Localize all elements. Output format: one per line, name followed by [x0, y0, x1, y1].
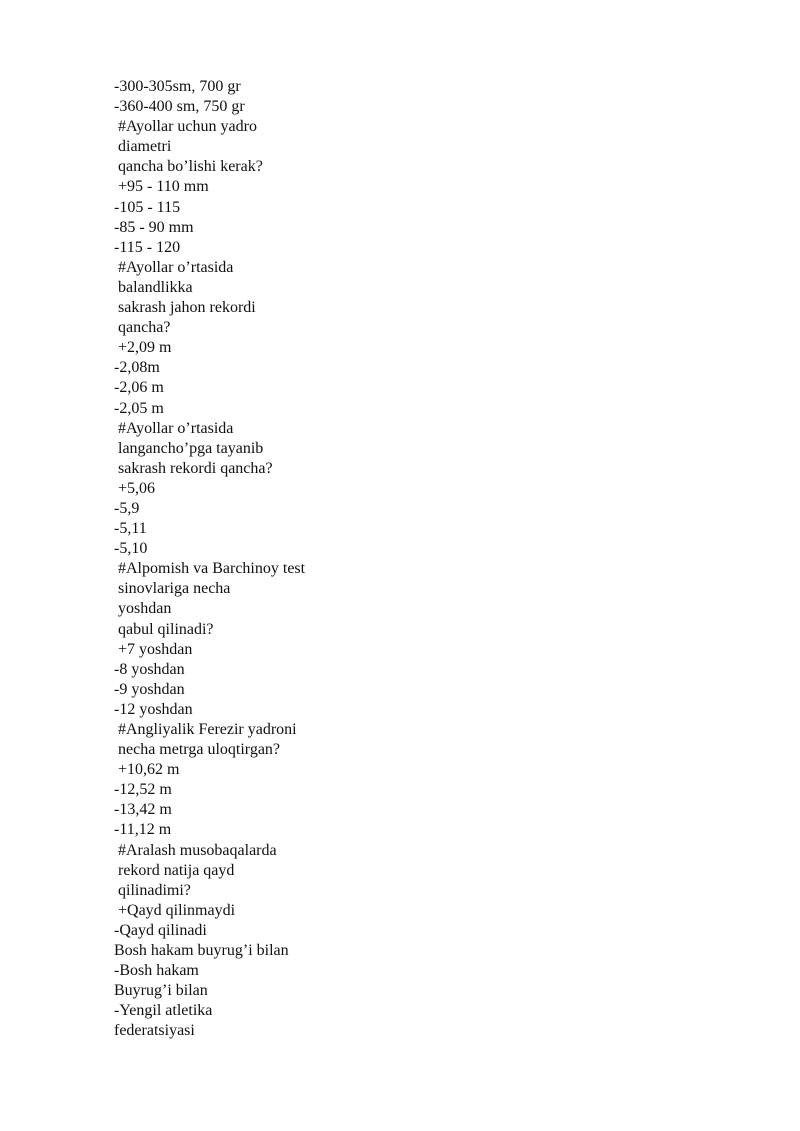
question-line: #Ayollar o’rtasida: [114, 419, 234, 437]
answer-option: -5,10: [114, 540, 148, 558]
question-line: #Angliyalik Ferezir yadroni: [114, 721, 297, 738]
correct-answer: +10,62 m: [114, 761, 180, 779]
answer-option: Bosh hakam buyrug’i bilan: [114, 942, 289, 960]
answer-option: -11,12 m: [114, 821, 172, 839]
question-line: #Aralash musobaqalarda: [114, 841, 277, 859]
question-line: necha metrga uloqtirgan?: [114, 741, 281, 759]
answer-option: -2,05 m: [114, 399, 164, 417]
answer-option: -2,08m: [114, 359, 160, 377]
text-line: -360-400 sm, 750 gr: [114, 98, 245, 116]
answer-option: -9 yoshdan: [114, 680, 185, 698]
answer-option: -5,11: [114, 520, 147, 538]
answer-option: -Qayd qilinadi: [114, 921, 207, 939]
question-line: #Ayollar uchun yadro: [114, 118, 257, 136]
question-line: qilinadimi?: [114, 881, 191, 899]
correct-answer: +2,09 m: [114, 339, 172, 357]
correct-answer: +5,06: [114, 479, 156, 497]
question-line: qancha?: [114, 319, 171, 337]
answer-option: federatsiyasi: [114, 1022, 195, 1040]
answer-option: -105 - 115: [114, 198, 181, 216]
answer-option: -13,42 m: [114, 801, 172, 819]
answer-option: -12 yoshdan: [114, 700, 193, 718]
question-line: diametri: [114, 138, 172, 156]
question-line: rekord natija qayd: [114, 861, 235, 879]
answer-option: -8 yoshdan: [114, 660, 185, 678]
correct-answer: +Qayd qilinmaydi: [114, 901, 236, 919]
text-line: -300-305sm, 700 gr: [114, 78, 241, 95]
answer-option: -Bosh hakam: [114, 962, 199, 980]
question-line: #Alpomish va Barchinoy test: [114, 560, 306, 578]
answer-option: -12,52 m: [114, 781, 172, 799]
answer-option: -5,9: [114, 499, 140, 517]
answer-option: -2,06 m: [114, 379, 164, 397]
answer-option: -Yengil atletika: [114, 1002, 213, 1020]
question-line: qabul qilinadi?: [114, 620, 214, 638]
document-text: [114, 77, 714, 1042]
answer-option: -115 - 120: [114, 238, 181, 256]
question-line: sinovlariga necha: [114, 580, 231, 598]
question-line: sakrash rekordi qancha?: [114, 459, 273, 477]
question-line: sakrash jahon rekordi: [114, 299, 256, 317]
question-line: langancho’pga tayanib: [114, 439, 264, 457]
question-line: balandlikka: [114, 278, 193, 296]
question-line: qancha bo’lishi kerak?: [114, 158, 263, 176]
correct-answer: +95 - 110 mm: [114, 178, 209, 196]
answer-option: -85 - 90 mm: [114, 218, 194, 236]
question-line: yoshdan: [114, 600, 172, 618]
correct-answer: +7 yoshdan: [114, 640, 193, 658]
answer-option: Buyrug’i bilan: [114, 982, 208, 1000]
question-line: #Ayollar o’rtasida: [114, 258, 234, 276]
